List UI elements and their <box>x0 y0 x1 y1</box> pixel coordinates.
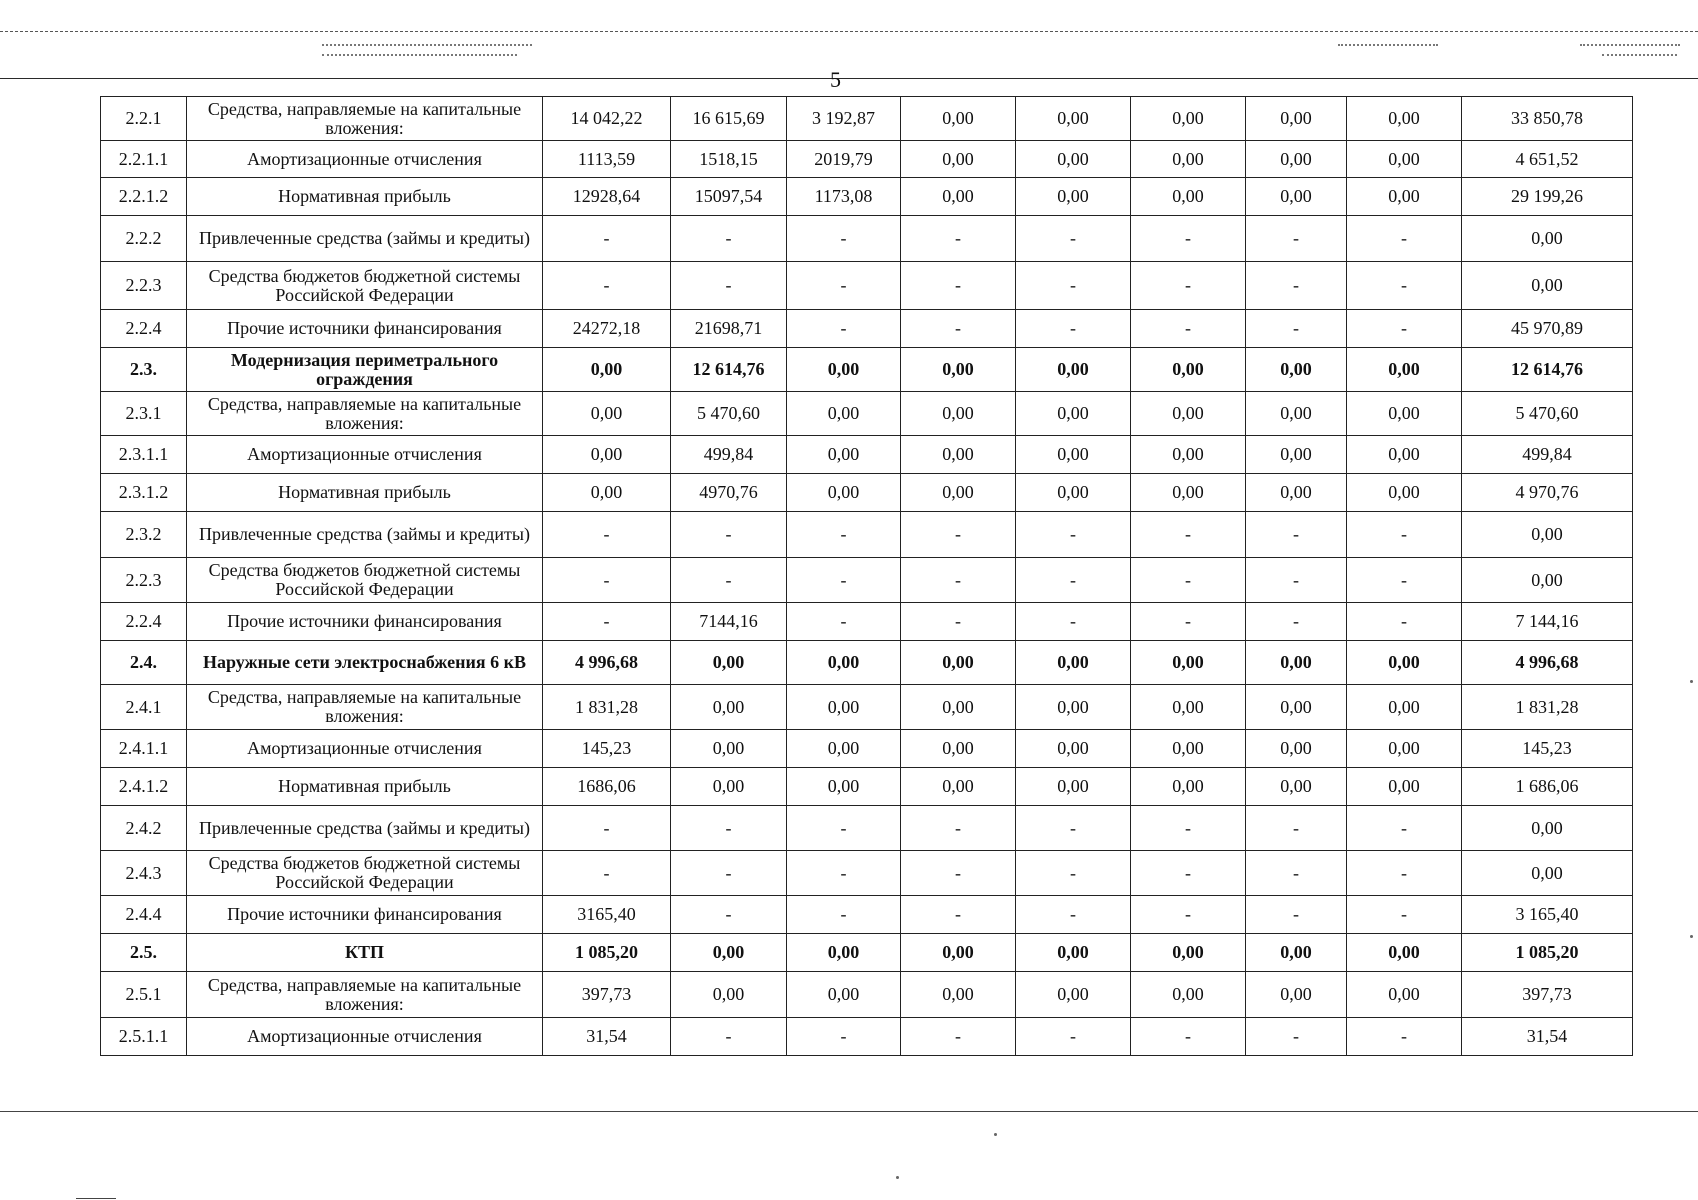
row-year-value: 0,00 <box>1016 768 1131 806</box>
row-year-value: 0,00 <box>1246 392 1347 436</box>
row-year-value: 0,00 <box>1347 178 1462 216</box>
row-year-value: 0,00 <box>671 730 787 768</box>
row-year-value: 0,00 <box>671 934 787 972</box>
row-code: 2.5. <box>101 934 187 972</box>
row-year-value: 2019,79 <box>787 141 901 178</box>
row-name: Привлеченные средства (займы и кредиты) <box>187 806 543 851</box>
row-year-value: - <box>1016 603 1131 641</box>
row-name: Привлеченные средства (займы и кредиты) <box>187 216 543 262</box>
row-year-value: - <box>671 806 787 851</box>
row-total-value: 45 970,89 <box>1462 310 1633 348</box>
table-row <box>101 806 1633 851</box>
row-year-value: - <box>787 310 901 348</box>
row-year-value: - <box>901 603 1016 641</box>
row-year-value: - <box>1131 896 1246 934</box>
table-row <box>101 730 1633 768</box>
row-code: 2.3.2 <box>101 512 187 558</box>
row-year-value: - <box>1131 216 1246 262</box>
row-year-value: - <box>901 558 1016 603</box>
row-year-value: 0,00 <box>1131 392 1246 436</box>
scan-artifact-line <box>322 44 532 46</box>
row-year-value: 0,00 <box>1131 685 1246 730</box>
row-name: Нормативная прибыль <box>187 768 543 806</box>
row-year-value: 0,00 <box>787 768 901 806</box>
table-row <box>101 558 1633 603</box>
row-code: 2.2.2 <box>101 216 187 262</box>
row-year-value: - <box>901 1018 1016 1056</box>
row-year-value: - <box>901 310 1016 348</box>
row-code: 2.5.1 <box>101 972 187 1018</box>
row-year-value: - <box>1347 1018 1462 1056</box>
row-name: Привлеченные средства (займы и кредиты) <box>187 512 543 558</box>
row-year-value: - <box>1131 1018 1246 1056</box>
scan-artifact-line <box>322 54 517 56</box>
row-total-value: 4 970,76 <box>1462 474 1633 512</box>
row-name: Нормативная прибыль <box>187 474 543 512</box>
row-year-value: - <box>1246 603 1347 641</box>
row-year-value: - <box>1131 851 1246 896</box>
row-year-value: 0,00 <box>1347 141 1462 178</box>
financing-table <box>100 96 1633 1056</box>
row-year-value: - <box>1347 558 1462 603</box>
row-year-value: 0,00 <box>1131 474 1246 512</box>
row-year-value: - <box>1347 262 1462 310</box>
row-year-value: - <box>543 558 671 603</box>
row-year-value: 0,00 <box>787 641 901 685</box>
row-year-value: 0,00 <box>1131 348 1246 392</box>
row-year-value: 1 831,28 <box>543 685 671 730</box>
row-year-value: - <box>901 851 1016 896</box>
row-year-value: - <box>787 558 901 603</box>
row-year-value: - <box>787 1018 901 1056</box>
row-year-value: 0,00 <box>787 972 901 1018</box>
row-name: Средства, направляемые на капитальные вложения: <box>187 97 543 141</box>
row-year-value: 0,00 <box>901 436 1016 474</box>
row-total-value: 0,00 <box>1462 512 1633 558</box>
row-year-value: 397,73 <box>543 972 671 1018</box>
row-year-value: 0,00 <box>1016 685 1131 730</box>
row-year-value: - <box>543 603 671 641</box>
row-year-value: 15097,54 <box>671 178 787 216</box>
row-name: Нормативная прибыль <box>187 178 543 216</box>
row-year-value: 0,00 <box>901 348 1016 392</box>
row-year-value: - <box>1246 851 1347 896</box>
row-year-value: 0,00 <box>1246 768 1347 806</box>
row-year-value: 21698,71 <box>671 310 787 348</box>
row-total-value: 145,23 <box>1462 730 1633 768</box>
row-year-value: - <box>671 216 787 262</box>
row-name: Средства бюджетов бюджетной системы Российской Федерации <box>187 262 543 310</box>
row-year-value: 5 470,60 <box>671 392 787 436</box>
row-total-value: 31,54 <box>1462 1018 1633 1056</box>
scan-speck <box>896 1176 899 1179</box>
row-code: 2.3. <box>101 348 187 392</box>
row-name: Прочие источники финансирования <box>187 896 543 934</box>
row-year-value: - <box>671 851 787 896</box>
row-year-value: 0,00 <box>1016 474 1131 512</box>
row-year-value: 0,00 <box>543 436 671 474</box>
row-code: 2.4. <box>101 641 187 685</box>
row-year-value: 0,00 <box>1016 178 1131 216</box>
row-year-value: - <box>901 806 1016 851</box>
row-year-value: 0,00 <box>1016 348 1131 392</box>
row-year-value: 0,00 <box>787 436 901 474</box>
row-year-value: 0,00 <box>1347 768 1462 806</box>
row-code: 2.2.1.1 <box>101 141 187 178</box>
row-year-value: - <box>1016 216 1131 262</box>
row-year-value: 0,00 <box>901 392 1016 436</box>
row-year-value: - <box>1016 896 1131 934</box>
row-year-value: - <box>1016 558 1131 603</box>
row-total-value: 0,00 <box>1462 806 1633 851</box>
row-total-value: 1 686,06 <box>1462 768 1633 806</box>
row-year-value: - <box>787 512 901 558</box>
row-year-value: 0,00 <box>787 392 901 436</box>
row-total-value: 29 199,26 <box>1462 178 1633 216</box>
table-row <box>101 851 1633 896</box>
row-total-value: 0,00 <box>1462 851 1633 896</box>
row-code: 2.2.4 <box>101 603 187 641</box>
row-year-value: 0,00 <box>1347 474 1462 512</box>
row-code: 2.4.1.1 <box>101 730 187 768</box>
row-name: Средства бюджетов бюджетной системы Российской Федерации <box>187 558 543 603</box>
row-total-value: 5 470,60 <box>1462 392 1633 436</box>
row-year-value: - <box>1347 851 1462 896</box>
row-code: 2.3.1 <box>101 392 187 436</box>
row-year-value: 0,00 <box>1131 972 1246 1018</box>
row-code: 2.3.1.1 <box>101 436 187 474</box>
row-code: 2.4.2 <box>101 806 187 851</box>
table-row <box>101 896 1633 934</box>
row-year-value: - <box>901 896 1016 934</box>
row-year-value: - <box>1246 512 1347 558</box>
row-year-value: 0,00 <box>1246 934 1347 972</box>
row-year-value: - <box>1347 216 1462 262</box>
row-year-value: 0,00 <box>901 730 1016 768</box>
row-year-value: 0,00 <box>1016 97 1131 141</box>
row-year-value: - <box>1016 310 1131 348</box>
row-year-value: 31,54 <box>543 1018 671 1056</box>
row-year-value: 24272,18 <box>543 310 671 348</box>
row-code: 2.2.1.2 <box>101 178 187 216</box>
row-year-value: 0,00 <box>1131 178 1246 216</box>
row-name: Амортизационные отчисления <box>187 1018 543 1056</box>
table-row <box>101 178 1633 216</box>
row-year-value: 0,00 <box>787 685 901 730</box>
row-name: Наружные сети электроснабжения 6 кВ <box>187 641 543 685</box>
row-year-value: 0,00 <box>1131 641 1246 685</box>
row-year-value: 499,84 <box>671 436 787 474</box>
table-row <box>101 972 1633 1018</box>
row-total-value: 397,73 <box>1462 972 1633 1018</box>
footer-rule <box>0 1111 1698 1112</box>
row-year-value: 0,00 <box>1131 141 1246 178</box>
row-total-value: 4 651,52 <box>1462 141 1633 178</box>
row-code: 2.2.4 <box>101 310 187 348</box>
row-year-value: 0,00 <box>901 934 1016 972</box>
row-year-value: - <box>1016 851 1131 896</box>
row-code: 2.4.1.2 <box>101 768 187 806</box>
row-year-value: 0,00 <box>787 934 901 972</box>
row-code: 2.4.4 <box>101 896 187 934</box>
row-year-value: 0,00 <box>787 474 901 512</box>
table-row <box>101 768 1633 806</box>
row-year-value: - <box>1131 558 1246 603</box>
scan-artifact-line <box>1602 54 1677 56</box>
table-row <box>101 934 1633 972</box>
table-row <box>101 1018 1633 1056</box>
table-row <box>101 685 1633 730</box>
row-total-value: 1 831,28 <box>1462 685 1633 730</box>
row-total-value: 499,84 <box>1462 436 1633 474</box>
row-year-value: 0,00 <box>1246 474 1347 512</box>
row-year-value: - <box>1347 603 1462 641</box>
table-row <box>101 392 1633 436</box>
row-year-value: - <box>671 512 787 558</box>
row-year-value: - <box>787 262 901 310</box>
table-row <box>101 641 1633 685</box>
row-year-value: - <box>543 851 671 896</box>
row-year-value: 0,00 <box>1347 436 1462 474</box>
scan-speck <box>1690 680 1693 683</box>
row-year-value: 0,00 <box>1246 178 1347 216</box>
row-year-value: 0,00 <box>543 348 671 392</box>
row-year-value: 0,00 <box>1131 97 1246 141</box>
row-year-value: - <box>543 512 671 558</box>
row-total-value: 3 165,40 <box>1462 896 1633 934</box>
row-name: Прочие источники финансирования <box>187 310 543 348</box>
row-year-value: 3165,40 <box>543 896 671 934</box>
row-name: КТП <box>187 934 543 972</box>
row-name: Средства бюджетов бюджетной системы Российской Федерации <box>187 851 543 896</box>
scan-speck <box>1690 935 1693 938</box>
row-year-value: - <box>1016 1018 1131 1056</box>
scan-artifact-line <box>1580 44 1680 46</box>
row-year-value: - <box>1246 310 1347 348</box>
row-year-value: - <box>1246 216 1347 262</box>
row-year-value: - <box>1347 896 1462 934</box>
row-year-value: 1113,59 <box>543 141 671 178</box>
table-row <box>101 474 1633 512</box>
table-row <box>101 262 1633 310</box>
row-year-value: 0,00 <box>1246 97 1347 141</box>
row-year-value: - <box>1016 806 1131 851</box>
row-year-value: - <box>1131 806 1246 851</box>
row-name: Средства, направляемые на капитальные вложения: <box>187 972 543 1018</box>
row-year-value: 0,00 <box>1016 141 1131 178</box>
row-code: 2.4.3 <box>101 851 187 896</box>
row-year-value: 0,00 <box>1347 685 1462 730</box>
row-year-value: 12 614,76 <box>671 348 787 392</box>
scan-speck <box>994 1133 997 1136</box>
row-year-value: 0,00 <box>901 474 1016 512</box>
row-total-value: 4 996,68 <box>1462 641 1633 685</box>
row-year-value: 0,00 <box>1246 436 1347 474</box>
row-year-value: 12928,64 <box>543 178 671 216</box>
row-year-value: 0,00 <box>787 348 901 392</box>
row-total-value: 0,00 <box>1462 216 1633 262</box>
row-year-value: - <box>787 851 901 896</box>
row-year-value: 0,00 <box>1131 436 1246 474</box>
row-year-value: - <box>671 896 787 934</box>
row-year-value: - <box>1131 262 1246 310</box>
row-code: 2.3.1.2 <box>101 474 187 512</box>
row-year-value: - <box>1131 310 1246 348</box>
row-year-value: 3 192,87 <box>787 97 901 141</box>
row-year-value: 0,00 <box>1016 934 1131 972</box>
row-year-value: - <box>1246 262 1347 310</box>
row-year-value: 0,00 <box>1246 730 1347 768</box>
row-year-value: 1 085,20 <box>543 934 671 972</box>
row-year-value: 0,00 <box>671 685 787 730</box>
row-year-value: - <box>671 262 787 310</box>
row-year-value: 0,00 <box>787 730 901 768</box>
row-year-value: - <box>901 216 1016 262</box>
row-year-value: 145,23 <box>543 730 671 768</box>
table-row <box>101 310 1633 348</box>
row-year-value: - <box>543 806 671 851</box>
row-code: 2.2.3 <box>101 262 187 310</box>
row-year-value: 0,00 <box>1347 348 1462 392</box>
row-year-value: - <box>1347 310 1462 348</box>
row-year-value: 0,00 <box>1016 730 1131 768</box>
row-year-value: 0,00 <box>1347 972 1462 1018</box>
row-year-value: - <box>1131 512 1246 558</box>
row-total-value: 12 614,76 <box>1462 348 1633 392</box>
row-year-value: - <box>1347 806 1462 851</box>
row-year-value: 0,00 <box>543 474 671 512</box>
row-year-value: - <box>1246 896 1347 934</box>
table-body <box>101 97 1633 1056</box>
row-name: Модернизация периметрального ограждения <box>187 348 543 392</box>
row-year-value: - <box>543 216 671 262</box>
row-year-value: 1518,15 <box>671 141 787 178</box>
row-year-value: - <box>671 1018 787 1056</box>
row-code: 2.2.1 <box>101 97 187 141</box>
page-number: 5 <box>830 67 841 92</box>
header-rule <box>0 78 1698 79</box>
row-year-value: 0,00 <box>1131 730 1246 768</box>
row-year-value: - <box>671 558 787 603</box>
row-total-value: 33 850,78 <box>1462 97 1633 141</box>
table-row <box>101 512 1633 558</box>
row-year-value: 0,00 <box>1016 436 1131 474</box>
row-year-value: 0,00 <box>1016 641 1131 685</box>
row-year-value: 0,00 <box>671 768 787 806</box>
row-year-value: 1686,06 <box>543 768 671 806</box>
row-year-value: - <box>1246 806 1347 851</box>
row-year-value: - <box>787 216 901 262</box>
row-year-value: 0,00 <box>901 685 1016 730</box>
scan-stub-line <box>76 1198 116 1199</box>
row-year-value: 0,00 <box>1246 972 1347 1018</box>
row-year-value: 14 042,22 <box>543 97 671 141</box>
row-year-value: 1173,08 <box>787 178 901 216</box>
table-row <box>101 603 1633 641</box>
row-year-value: 0,00 <box>1016 392 1131 436</box>
row-year-value: 0,00 <box>671 972 787 1018</box>
row-total-value: 1 085,20 <box>1462 934 1633 972</box>
row-year-value: 0,00 <box>1347 934 1462 972</box>
row-year-value: 0,00 <box>1131 934 1246 972</box>
row-year-value: - <box>543 262 671 310</box>
row-year-value: 4970,76 <box>671 474 787 512</box>
row-year-value: - <box>1016 512 1131 558</box>
row-year-value: 0,00 <box>543 392 671 436</box>
row-year-value: 16 615,69 <box>671 97 787 141</box>
row-year-value: 0,00 <box>901 141 1016 178</box>
row-year-value: - <box>901 512 1016 558</box>
row-year-value: - <box>1131 603 1246 641</box>
scan-top-dashed-rule <box>0 31 1698 32</box>
row-year-value: 0,00 <box>1246 641 1347 685</box>
row-name: Средства, направляемые на капитальные вложения: <box>187 685 543 730</box>
row-year-value: - <box>787 806 901 851</box>
row-total-value: 7 144,16 <box>1462 603 1633 641</box>
row-year-value: 0,00 <box>1347 97 1462 141</box>
row-year-value: - <box>787 896 901 934</box>
row-year-value: 0,00 <box>901 178 1016 216</box>
row-year-value: 4 996,68 <box>543 641 671 685</box>
row-year-value: 0,00 <box>1347 392 1462 436</box>
row-year-value: 0,00 <box>1246 141 1347 178</box>
row-year-value: - <box>1016 262 1131 310</box>
row-name: Амортизационные отчисления <box>187 436 543 474</box>
row-code: 2.2.3 <box>101 558 187 603</box>
table-row <box>101 348 1633 392</box>
row-year-value: 0,00 <box>1347 641 1462 685</box>
row-name: Прочие источники финансирования <box>187 603 543 641</box>
row-year-value: 7144,16 <box>671 603 787 641</box>
table-row <box>101 141 1633 178</box>
row-year-value: - <box>901 262 1016 310</box>
row-name: Средства, направляемые на капитальные вложения: <box>187 392 543 436</box>
row-name: Амортизационные отчисления <box>187 141 543 178</box>
row-code: 2.4.1 <box>101 685 187 730</box>
row-year-value: 0,00 <box>1131 768 1246 806</box>
row-year-value: 0,00 <box>901 768 1016 806</box>
row-total-value: 0,00 <box>1462 558 1633 603</box>
table-row <box>101 216 1633 262</box>
scan-artifact-line <box>1338 44 1438 46</box>
table-row <box>101 97 1633 141</box>
row-year-value: 0,00 <box>1246 685 1347 730</box>
table-row <box>101 436 1633 474</box>
row-year-value: 0,00 <box>1246 348 1347 392</box>
row-year-value: - <box>787 603 901 641</box>
row-code: 2.5.1.1 <box>101 1018 187 1056</box>
row-year-value: - <box>1347 512 1462 558</box>
row-total-value: 0,00 <box>1462 262 1633 310</box>
row-year-value: 0,00 <box>671 641 787 685</box>
row-year-value: 0,00 <box>901 97 1016 141</box>
row-year-value: - <box>1246 1018 1347 1056</box>
row-year-value: 0,00 <box>901 972 1016 1018</box>
row-year-value: 0,00 <box>1016 972 1131 1018</box>
row-year-value: - <box>1246 558 1347 603</box>
row-name: Амортизационные отчисления <box>187 730 543 768</box>
row-year-value: 0,00 <box>901 641 1016 685</box>
row-year-value: 0,00 <box>1347 730 1462 768</box>
